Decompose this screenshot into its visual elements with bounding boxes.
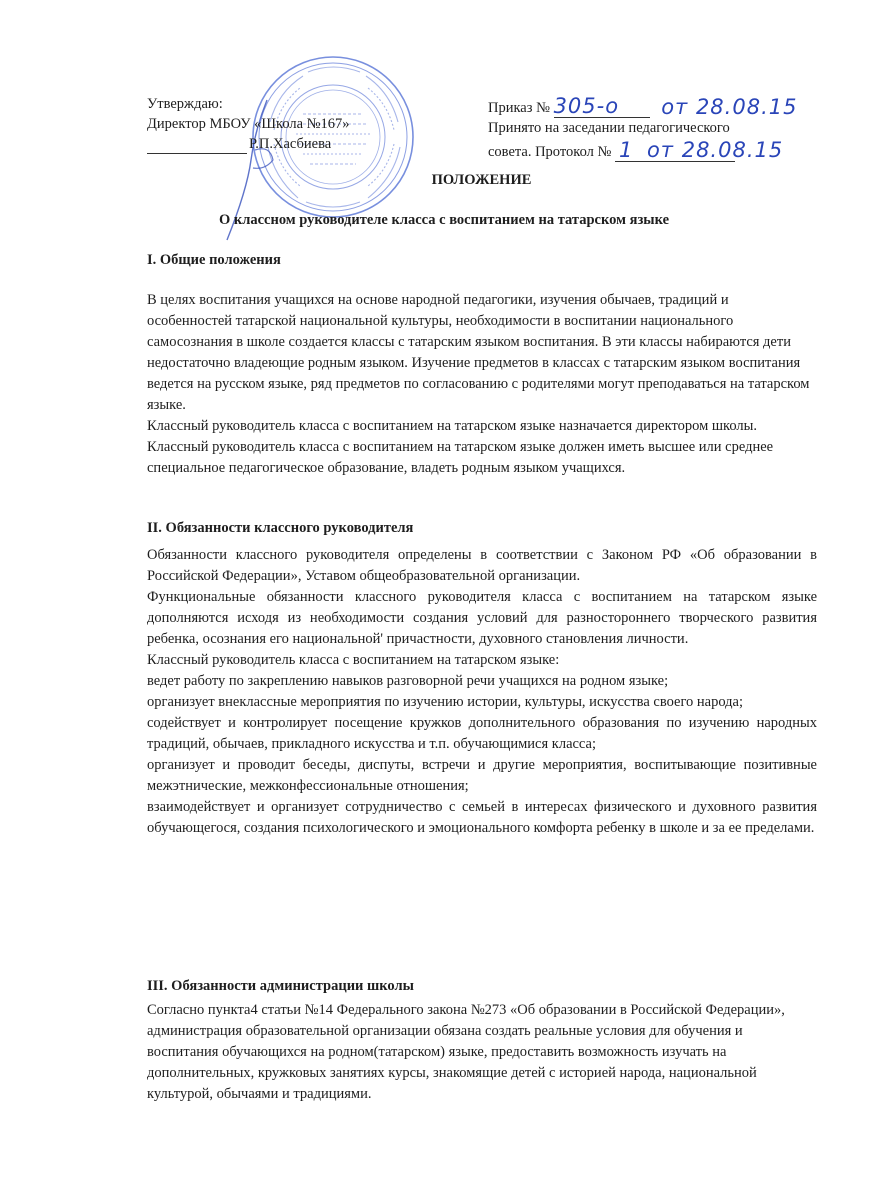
section-2-paragraph: Классный руководитель класса с воспитанием на татарском языке: (147, 652, 560, 668)
accepted-label: Принято на заседании педагогического (488, 120, 730, 136)
section-2-paragraph: Обязанности классного руководителя определены в соответствии с Законом РФ «Об образовании в Российской Федерации», Уставом общеобразовательной организации. (147, 547, 817, 584)
order-number-handwritten: 305-о (553, 94, 620, 118)
section-1-paragraph: В целях воспитания учащихся на основе народной педагогики, изучения обычаев, традиций и особенностей татарской национальной культуры, необходимости в воспитании национального самосознания в школе создается классы с татарским языком воспитания. В эти классы набираются дети недостаточно владеющие родным языком. Изучение предметов в классах с татарским языком воспитания ведется на русском языке, ряд предметов по согласованию с родителями могут преподаваться на татарском языке. (147, 292, 810, 413)
director-signature-line (147, 134, 350, 154)
approve-label: Утверждаю: (147, 96, 223, 112)
section-1-heading: I. Общие положения (147, 252, 281, 268)
director-name: Р.П.Хасбиева (249, 136, 332, 152)
protocol-number-handwritten: 1 (618, 138, 634, 162)
section-2-list-item: организует внеклассные мероприятия по изучению истории, культуры, искусства своего народа; (147, 694, 744, 710)
protocol-prefix: совета. Протокол № (488, 144, 612, 160)
section-2-list-item: ведет работу по закреплению навыков разговорной речи учащихся на родном языке; (147, 673, 669, 689)
director-title: Директор МБОУ «Школа №167» (147, 116, 350, 132)
section-2-list-item: взаимодействует и организует сотрудничество с семьей в интересах физического и духовного развития обучающегося, создания психологического и эмоционального комфорта ребенку в школе и за ее пределами. (147, 799, 817, 836)
protocol-field (615, 138, 784, 162)
order-prefix: Приказ № (488, 100, 550, 116)
document-title: ПОЛОЖЕНИЕ (431, 172, 532, 188)
signature-underline (147, 139, 247, 154)
section-2-list-item: содействует и контролирует посещение кружков дополнительного образования по изучению народных традиций, обычаев, прикладного искусства и т.п. обучающимися класса; (147, 715, 817, 752)
order-number-field (554, 94, 650, 118)
protocol-line (488, 138, 797, 162)
order-block (488, 94, 797, 162)
section-1-body (147, 290, 817, 479)
section-2-paragraph: Функциональные обязанности классного руководителя класса с воспитанием на татарском языке дополняются исходя из необходимости создания условий для разностороннего творческого развития ребенка, осознания его национальной' причастности, духовного становления личности. (147, 589, 817, 647)
section-3-paragraph: Согласно пункта4 статьи №14 Федерального закона №273 «Об образовании в Российской Федерации», администрация образовательной организации обязана создать реальные условия для обучения и воспитания обучающихся на родном(татарском) языке, предоставить возможность изучать на дополнительных, кружковых занятиях курсы, знакомящие детей с историей народа, национальной культурой, обычаями и традициями. (147, 1002, 785, 1102)
section-3-body (147, 1000, 817, 1105)
section-3-heading: III. Обязанности администрации школы (147, 978, 414, 994)
section-2-body (147, 545, 817, 839)
order-date-handwritten: от 28.08.15 (661, 95, 798, 119)
section-2-list-item: организует и проводит беседы, диспуты, встречи и другие мероприятия, воспитывающие позитивные межэтнические, межконфессиональные отношения; (147, 757, 817, 794)
document-subtitle: О классном руководителе класса с воспитанием на татарском языке (218, 212, 670, 228)
protocol-date-handwritten: от 28.08.15 (646, 138, 784, 162)
approval-block (147, 94, 350, 154)
section-2-heading: II. Обязанности классного руководителя (147, 520, 414, 536)
order-line (488, 94, 797, 118)
section-1-paragraph: Классный руководитель класса с воспитанием на татарском языке назначается директором школы. Классный руководитель класса с воспитанием на татарском языке должен иметь высшее или среднее специальное педагогическое образование, владеть родным языком учащихся. (147, 418, 774, 476)
